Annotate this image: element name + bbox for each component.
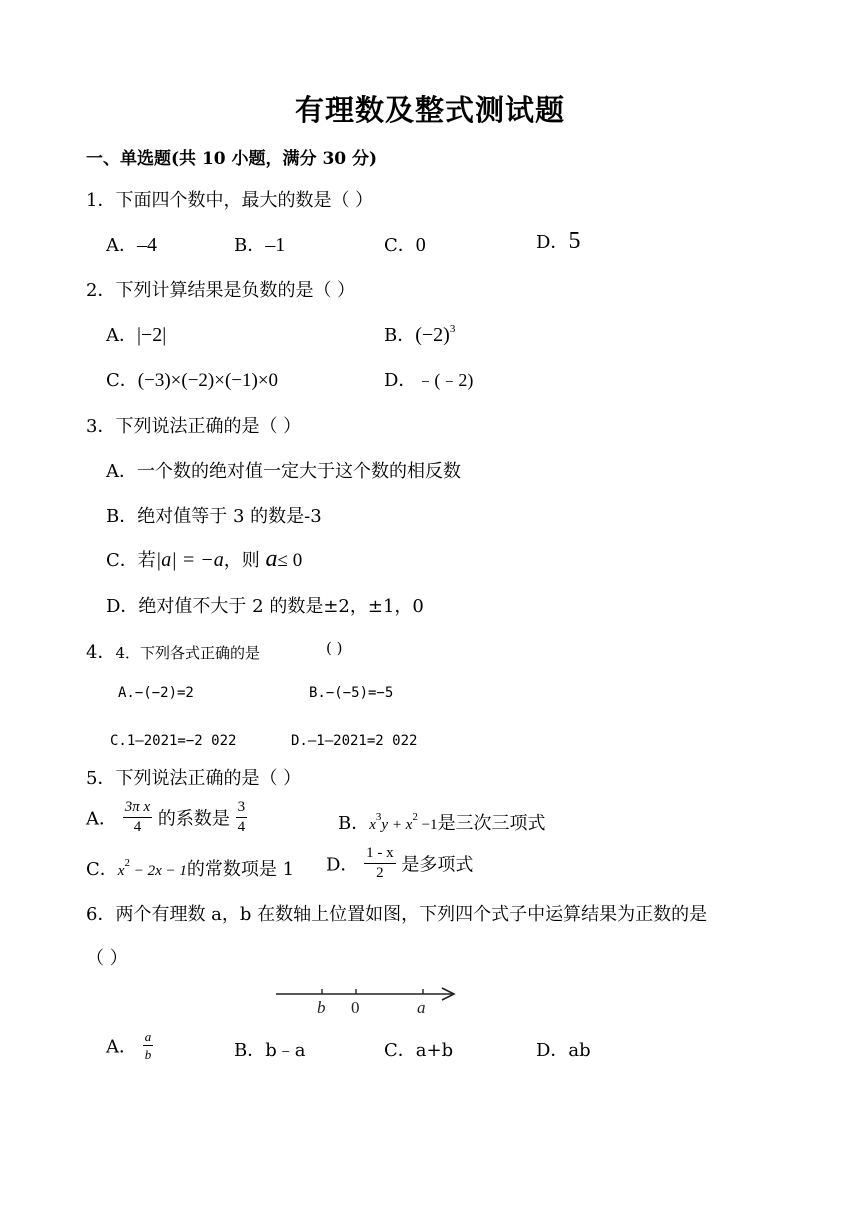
question-1-stem: 1．下面四个数中，最大的数是（ ） xyxy=(86,190,374,211)
question-3-stem: 3．下列说法正确的是（ ） xyxy=(86,416,302,437)
q4-option-a: A.−(−2)=2 xyxy=(118,685,194,701)
q6-option-b: B．b﹣a xyxy=(234,1040,306,1061)
axis-label-b: b xyxy=(317,998,326,1017)
q2-option-c: C．(−3)×(−2)×(−1)×0 xyxy=(106,370,279,391)
question-2-stem: 2．下列计算结果是负数的是（ ） xyxy=(86,280,356,301)
page-title: 有理数及整式测试题 xyxy=(294,93,565,127)
q2-option-d: D．﹣(﹣2) xyxy=(384,370,474,391)
q1-option-b: B．–1 xyxy=(234,234,286,256)
question-6-stem: 6．两个有理数 a，b 在数轴上位置如图，下列四个式子中运算结果为正数的是 xyxy=(86,904,708,925)
q4-option-c: C.1—2021=−2 022 xyxy=(110,733,237,749)
axis-label-a: a xyxy=(417,998,426,1017)
question-4-paren: ( ) xyxy=(326,639,343,657)
question-4-stem: 4．4．下列各式正确的是 xyxy=(86,642,260,663)
q1-option-d: D．5 xyxy=(536,228,581,254)
q3-option-a: A．一个数的绝对值一定大于这个数的相反数 xyxy=(106,461,461,482)
q1-option-c: C．0 xyxy=(384,234,426,256)
q6-option-d: D．ab xyxy=(536,1040,591,1061)
q5-option-b: B．$x^3y + x^2 -1$是三次三项式 xyxy=(338,811,546,834)
q2-option-b: B．$(-2)^3$ xyxy=(384,323,456,346)
q4-option-b: B.−(−5)=−5 xyxy=(309,685,394,701)
question-6-paren: （ ） xyxy=(86,948,128,969)
number-line-figure xyxy=(270,980,470,1020)
q3-option-c: C．若|a| = −a，则 a≤ 0 xyxy=(106,546,303,572)
q5-option-d: D． $\frac{1 - x}{2}$ 是多项式 xyxy=(326,845,474,881)
q6-option-a: A． $\frac{a}{b}$ xyxy=(106,1029,152,1062)
q5-option-a: A． $\frac{\text{3π x}}{4}$ 的系数是 $\frac{3}{4}$ xyxy=(86,799,246,835)
q2-option-a: A．|−2| xyxy=(106,324,167,346)
q6-option-c: C．a+b xyxy=(384,1040,454,1061)
q3-option-b: B．绝对值等于 3 的数是-3 xyxy=(106,506,322,527)
q5-option-c: C．$x^2 - 2x - 1$的常数项是 1 xyxy=(86,857,295,880)
axis-label-0: 0 xyxy=(351,998,360,1017)
question-5-stem: 5．下列说法正确的是（ ） xyxy=(86,768,302,789)
q3-option-d: D．绝对值不大于 2 的数是±2，±1，0 xyxy=(106,596,424,617)
q4-option-d: D.—1—2021=2 022 xyxy=(291,733,418,749)
section-heading: 一、单选题(共 10 小题，满分 30 分) xyxy=(86,149,378,169)
q1-option-a: A．–4 xyxy=(106,234,157,256)
